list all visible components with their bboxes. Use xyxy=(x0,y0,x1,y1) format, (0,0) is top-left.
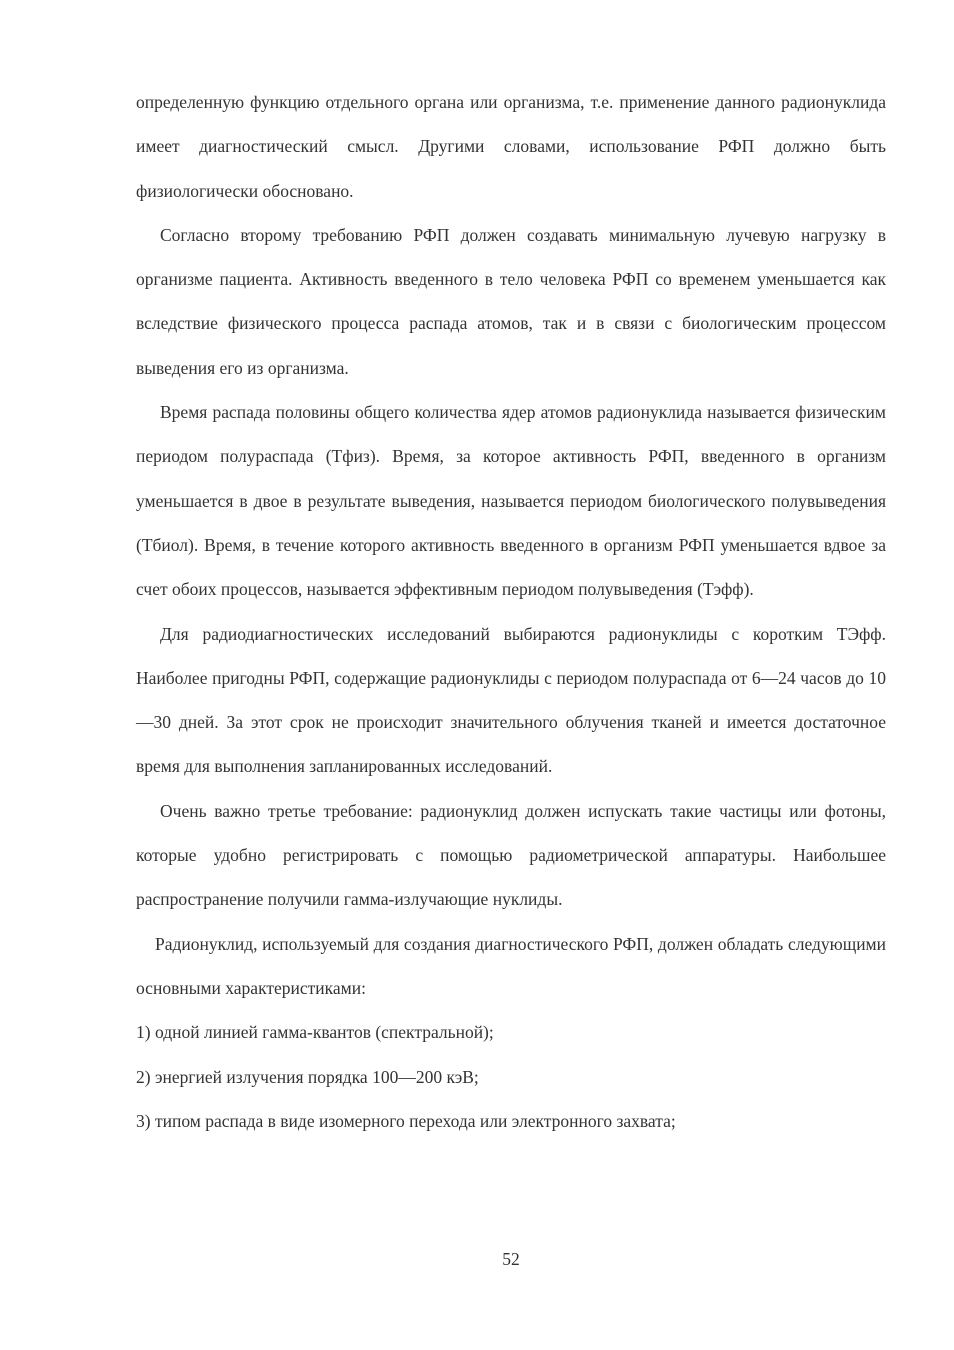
paragraph-half-life-definitions: Время распада половины общего количества ядер атомов радионуклида называется физическим периодом полураспада (Тфиз). Время, за которое активность РФП, введенного в организм уменьшается в двое в результате выведения, называется периодом биологического полувыведения (Тбиол). Время, в течение которого активность введенного в организм РФП уменьшается вдвое за счет обоих процессов, называется эффективным периодом полувыведения (Тэфф). xyxy=(136,402,886,600)
paragraph-short-half-life: Для радиодиагностических исследований выбираются радионуклиды с коротким ТЭфф. Наиболее пригодны РФП, содержащие радионуклиды с периодом полураспада от 6—24 часов до 10—30 дней. За этот срок не происходит значительного облучения тканей и имеется достаточное время для выполнения запланированных исследований. xyxy=(136,623,886,777)
list-item: 2) энергией излучения порядка 100—200 кэВ; xyxy=(136,1066,479,1087)
list-item: 3) типом распада в виде изомерного перехода или электронного захвата; xyxy=(136,1110,676,1131)
page-number: 52 xyxy=(502,1249,520,1269)
paragraph-characteristics-intro: Радионуклид, используемый для создания диагностического РФП, должен обладать следующими основными характеристиками: xyxy=(136,933,886,998)
list-item: 1) одной линией гамма-квантов (спектральной); xyxy=(136,1022,494,1043)
paragraph-continuation: определенную функцию отдельного органа или организма, т.е. применение данного радионуклида имеет диагностический смысл. Другими словами, использование РФП должно быть физиологически обосновано. xyxy=(136,92,886,201)
page-body xyxy=(136,80,886,1143)
paragraph-third-requirement: Очень важно третье требование: радионуклид должен испускать такие частицы или фотоны, которые удобно регистрировать с помощью радиометрической аппаратуры. Наибольшее распространение получили гамма-излучающие нуклиды. xyxy=(136,800,886,910)
paragraph-second-requirement: Согласно второму требованию РФП должен создавать минимальную лучевую нагрузку в организме пациента. Активность введенного в тело человека РФП со временем уменьшается как вследствие физического процесса распада атомов, так и в связи с биологическим процессом выведения его из организма. xyxy=(136,224,886,378)
